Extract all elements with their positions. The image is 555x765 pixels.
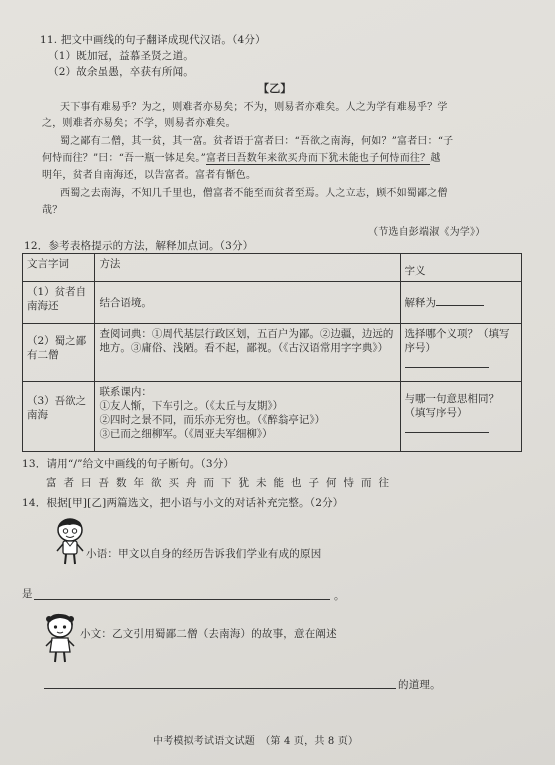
table-row-1-answer bbox=[400, 282, 521, 324]
table-row-1-method: 结合语境。 bbox=[95, 282, 400, 324]
xiaoyu-answer-line[interactable] bbox=[34, 599, 330, 600]
xiaoyu-period: 。 bbox=[334, 590, 345, 602]
method-line-3: ②四时之景不同，而乐亦无穷也。（《醉翁亭记》） bbox=[99, 414, 326, 426]
q13-stem: 13．请用“/”给文中画线的句子断句。（3分） bbox=[22, 458, 235, 470]
answer-prompt-1: 解释为 bbox=[404, 296, 437, 309]
xiaowen-tail: 的道理。 bbox=[398, 679, 441, 691]
table-header-meaning: 字义 bbox=[400, 254, 521, 282]
table-row-3-method bbox=[95, 382, 400, 452]
q11-sentence-1: （1）既加冠，益慕圣贤之道。 bbox=[48, 50, 194, 62]
xiaowen-avatar-icon bbox=[42, 612, 78, 664]
table-row-1-word: （1）贫者自南海还 bbox=[23, 282, 95, 324]
passage-yi-p2c: 明年，贫者自南海还，以告富者。富者有惭色。 bbox=[42, 170, 257, 181]
xiaowen-answer-line[interactable] bbox=[44, 688, 396, 689]
passage-yi-p2b-pre: 何恃而往？”曰：“吾一瓶一钵足矣。” bbox=[42, 153, 206, 164]
passage-yi-p3b: 哉？ bbox=[42, 205, 63, 216]
passage-yi-p1a: 天下事有难易乎？为之，则难者亦易矣；不为，则易者亦难矣。人之为学有难易乎？学 bbox=[60, 102, 448, 113]
method-line-4: ③已而之细柳军。（《周亚夫军细柳》） bbox=[99, 428, 273, 440]
table-row-2-method: 查阅词典：①周代基层行政区划，五百户为鄙。②边疆，边远的地方。③庸俗、浅陋。看不起，鄙视。（《古汉语常用字字典》） bbox=[95, 324, 400, 382]
table-header-word: 文言字词 bbox=[23, 254, 95, 282]
passage-yi-p1b: 之，则难者亦易矣；不学，则易者亦难矣。 bbox=[42, 118, 236, 129]
xiaowen-line: 小文：乙文引用蜀鄙二僧（去南海）的故事，意在阐述 bbox=[80, 628, 337, 640]
passage-yi-p3a: 西蜀之去南海，不知几千里也，僧富者不能至而贫者至焉。人之立志，顾不如蜀鄙之僧 bbox=[60, 188, 448, 199]
answer-blank-1[interactable] bbox=[436, 305, 484, 306]
answer-blank-2[interactable] bbox=[405, 357, 489, 368]
answer-blank-3[interactable] bbox=[405, 422, 489, 433]
table-row-2-answer bbox=[400, 324, 521, 382]
passage-yi-p2a: 蜀之鄙有二僧，其一贫，其一富。贫者语于富者曰：“吾欲之南海，何如？”富者曰：“子 bbox=[60, 136, 454, 147]
q12-stem: 12．参考表格提示的方法，解释加点词。（3分） bbox=[24, 240, 254, 252]
method-line-2: ①友人惭，下车引之。（《太丘与友期》） bbox=[99, 400, 284, 412]
q11-sentence-2: （2）故余虽愚，卒获有所闻。 bbox=[48, 66, 194, 78]
xiaoyu-line: 小语：甲文以自身的经历告诉我们学业有成的原因 bbox=[86, 548, 322, 560]
table-row-3-word: （3）吾欲之南海 bbox=[23, 382, 95, 452]
passage-source: （节选自彭端淑《为学》） bbox=[368, 227, 486, 238]
q13-sentence[interactable]: 富者曰吾数年欲买舟而下犹未能也子何恃而往 bbox=[46, 477, 396, 489]
q14-stem: 14．根据[甲][乙]两篇选文，把小语与小文的对话补充完整。（2分） bbox=[22, 497, 344, 509]
xiaoyu-avatar-icon bbox=[52, 516, 88, 566]
answer-prompt-3: 与哪一句意思相同？（填写序号） bbox=[404, 393, 500, 419]
answer-prompt-2: 选择哪个义项？（填写序号） bbox=[404, 328, 510, 354]
q12-table bbox=[22, 253, 522, 452]
table-header-method: 方法 bbox=[95, 254, 400, 282]
page-footer: 中考模拟考试语文试题 （第 4 页，共 8 页） bbox=[153, 736, 359, 747]
xiaoyu-tail: 是 bbox=[22, 588, 33, 600]
q11-stem: 11. 把文中画线的句子翻译成现代汉语。（4分） bbox=[40, 34, 266, 46]
passage-yi-title: 【乙】 bbox=[258, 82, 292, 95]
table-row-2-word: （2）蜀之鄙有二僧 bbox=[23, 324, 95, 382]
underlined-sentence: 富者曰吾数年来欲买舟而下犹未能也子何恃而往？ bbox=[205, 153, 431, 164]
passage-yi-p2b bbox=[42, 152, 441, 165]
passage-yi-p2b-post: 越 bbox=[430, 153, 441, 164]
method-line-1: 联系课内： bbox=[99, 386, 152, 398]
table-row-3-answer bbox=[400, 382, 521, 452]
